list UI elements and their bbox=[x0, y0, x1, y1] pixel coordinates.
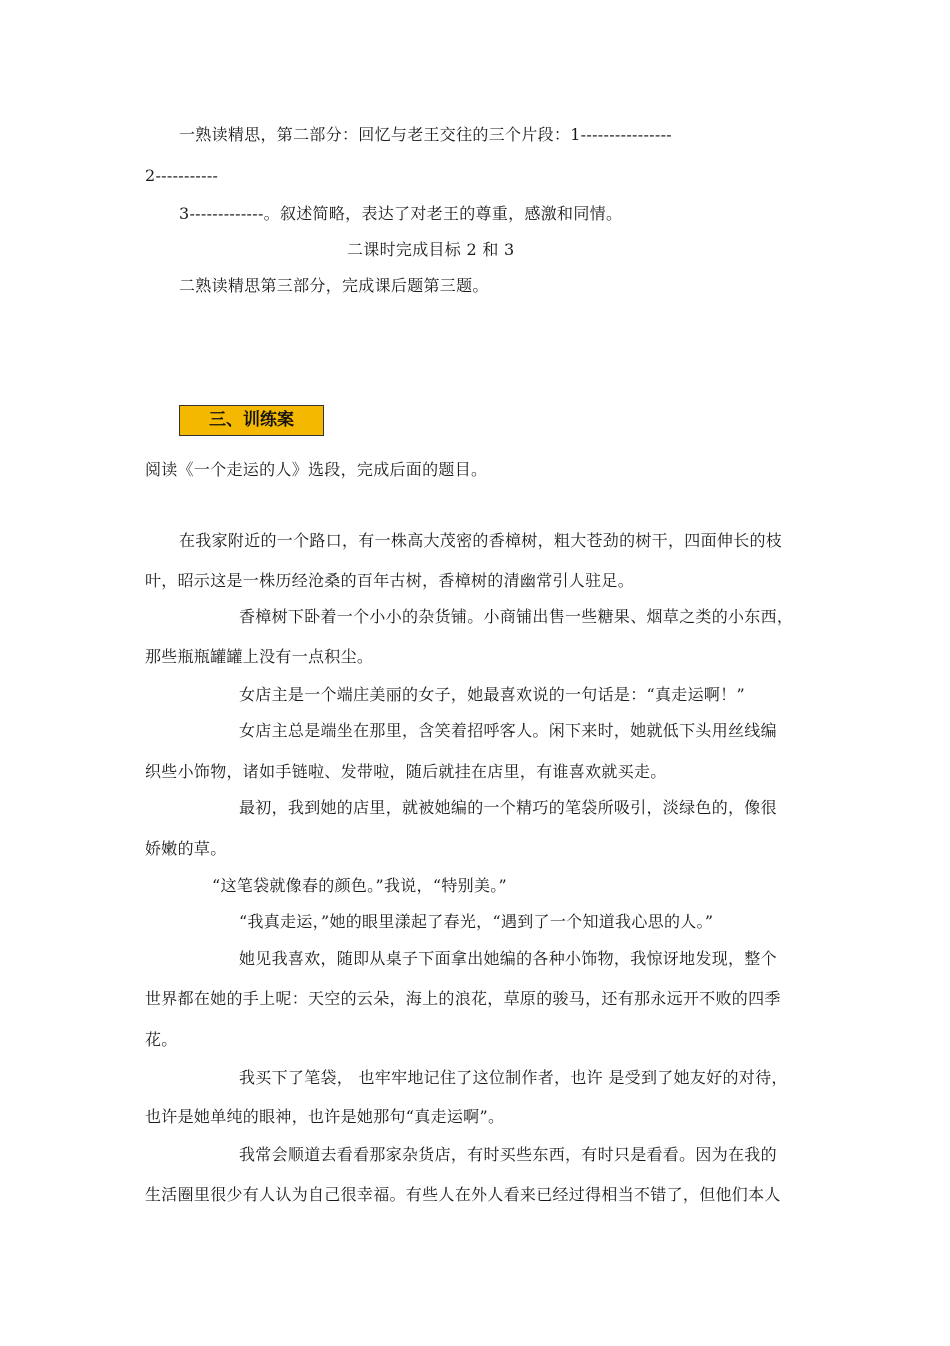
part2-summary-line2: 2----------- bbox=[145, 166, 219, 185]
passage-line: 世界都在她的手上呢：天空的云朵，海上的浪花，草原的骏马，还有那永远开不败的四季 bbox=[145, 989, 781, 1008]
passage-line: “这笔袋就像春的颜色。”我说，“特别美。” bbox=[212, 876, 508, 895]
part2-summary-line1: 一熟读精思，第二部分：回忆与老王交往的三个片段：1---------------- bbox=[179, 125, 672, 144]
section-heading-training: 三、训练案 bbox=[179, 405, 324, 436]
reading-intro: 阅读《一个走运的人》选段，完成后面的题目。 bbox=[145, 460, 488, 479]
passage-line: 叶，昭示这是一株历经沧桑的百年古树，香樟树的清幽常引人驻足。 bbox=[145, 571, 635, 590]
passage-line: 女店主是一个端庄美丽的女子，她最喜欢说的一句话是：“真走运啊！” bbox=[239, 685, 745, 704]
passage-line: 女店主总是端坐在那里，含笑着招呼客人。闲下来时，她就低下头用丝线编 bbox=[239, 721, 777, 740]
passage-line: 织些小饰物，诸如手链啦、发带啦，随后就挂在店里，有谁喜欢就买走。 bbox=[145, 762, 667, 781]
passage-line: 生活圈里很少有人认为自己很幸福。有些人在外人看来已经过得相当不错了，但他们本人 bbox=[145, 1185, 781, 1204]
passage-line: 也许是她单纯的眼神，也许是她那句“真走运啊”。 bbox=[145, 1107, 505, 1126]
part2-summary-line3: 3-------------。叙述简略，表达了对老王的尊重，感激和同情。 bbox=[179, 204, 623, 223]
passage-line: 香樟树下卧着一个小小的杂货铺。小商铺出售一些糖果、烟草之类的小东西， bbox=[239, 607, 794, 626]
passage-line: 她见我喜欢，随即从桌子下面拿出她编的各种小饰物，我惊讶地发现，整个 bbox=[239, 949, 777, 968]
part3-task: 二熟读精思第三部分，完成课后题第三题。 bbox=[179, 276, 489, 295]
passage-line: 在我家附近的一个路口，有一株高大茂密的香樟树，粗大苍劲的树干，四面伸长的枝 bbox=[179, 531, 783, 550]
passage-line: 我买下了笔袋， 也牢牢地记住了这位制作者，也许 是受到了她友好的对待， bbox=[239, 1068, 788, 1087]
passage-line: 花。 bbox=[145, 1030, 178, 1049]
passage-line: 我常会顺道去看看那家杂货店，有时买些东西，有时只是看看。因为在我的 bbox=[239, 1145, 777, 1164]
passage-line: 娇嫩的草。 bbox=[145, 839, 227, 858]
lesson-two-title: 二课时完成目标 2 和 3 bbox=[347, 240, 515, 259]
passage-line: 那些瓶瓶罐罐上没有一点积尘。 bbox=[145, 647, 374, 666]
passage-line: “我真走运，”她的眼里漾起了春光，“遇到了一个知道我心思的人。” bbox=[239, 912, 714, 931]
passage-line: 最初，我到她的店里，就被她编的一个精巧的笔袋所吸引，淡绿色的，像很 bbox=[239, 798, 777, 817]
